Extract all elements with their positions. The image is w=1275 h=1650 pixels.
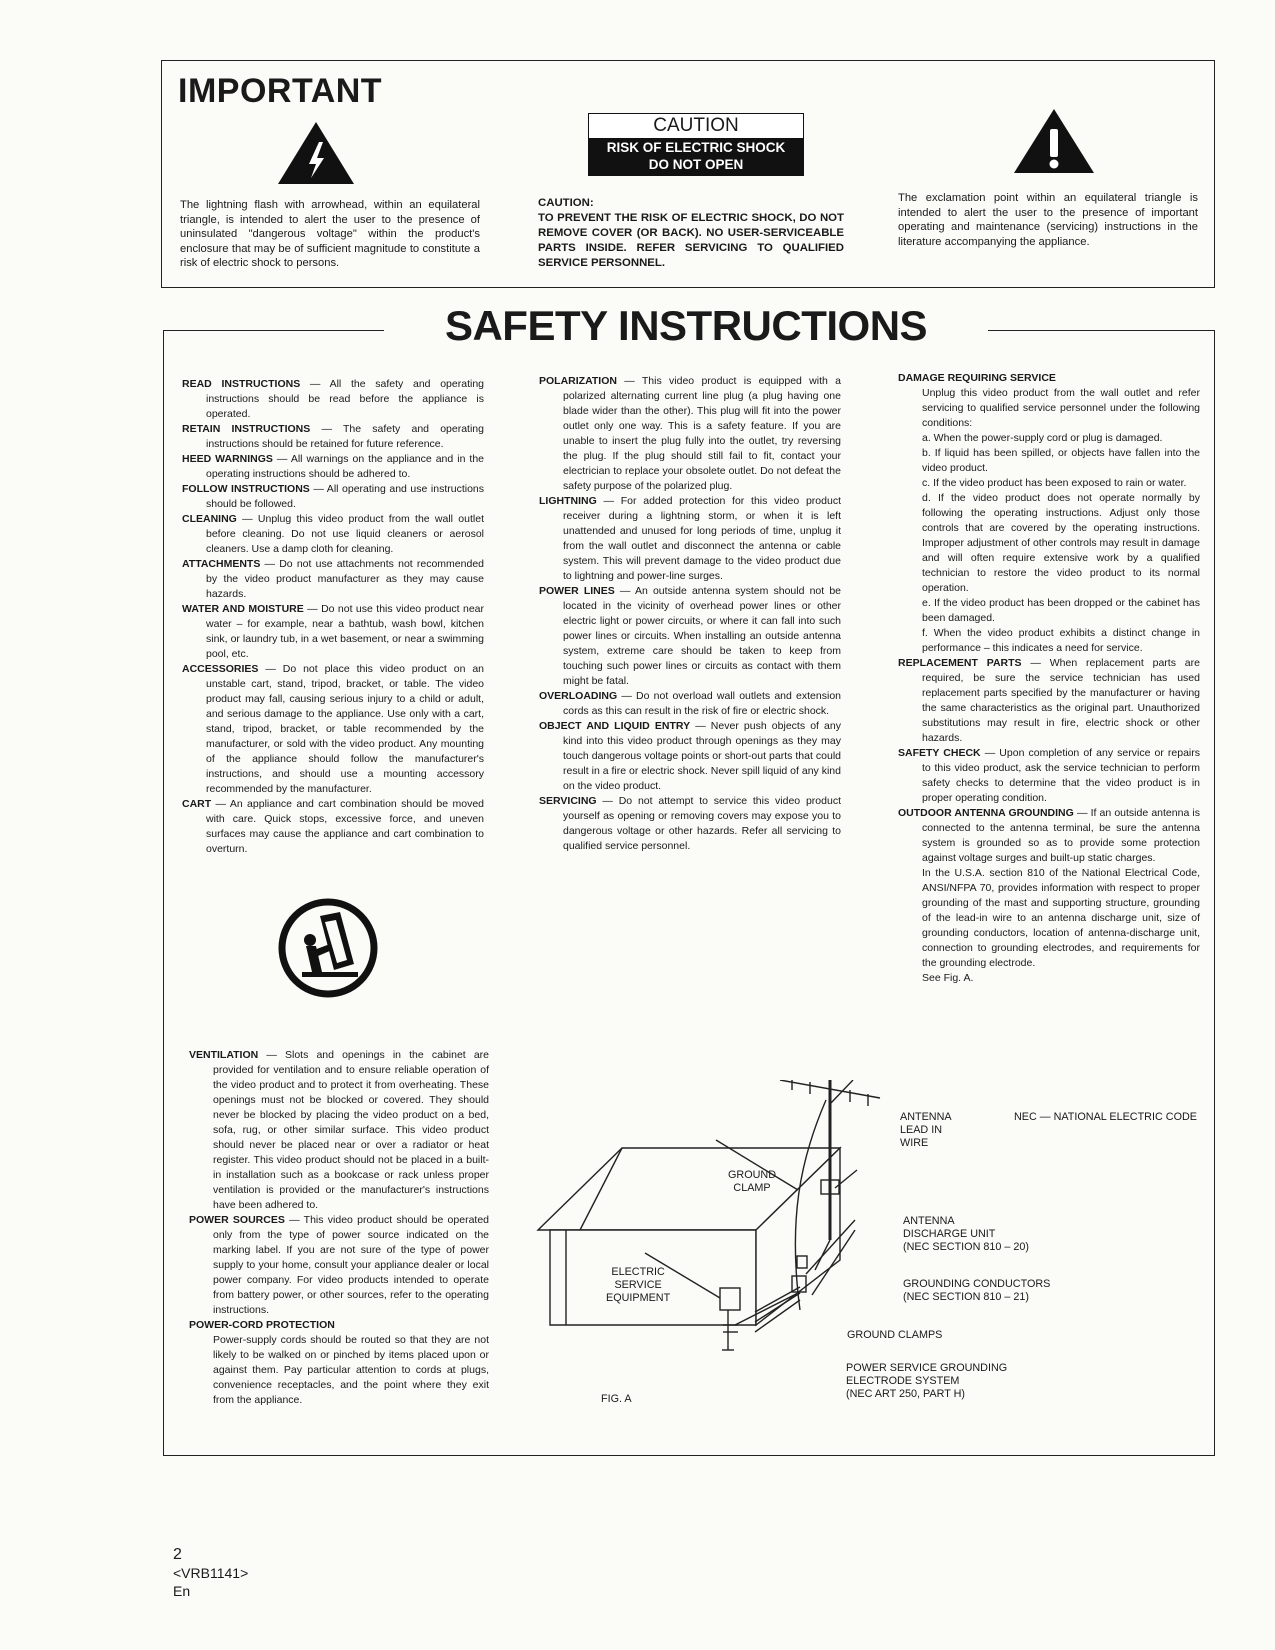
caution-label-line1: RISK OF ELECTRIC SHOCK xyxy=(606,140,786,155)
lightning-explanation: The lightning flash with arrowhead, within an equilateral triangle, is intended to alert the user to the presence of uninsulated "dangerous voltage" within the product's enclosure that may be of sufficient magnitude to constitute a risk of electric shock to persons. xyxy=(180,199,480,270)
caution-heading: CAUTION: xyxy=(538,197,594,209)
safety-item: FOLLOW INSTRUCTIONS — All operating and use instructions should be followed. xyxy=(182,483,485,510)
safety-item: CLEANING — Unplug this video product from the wall outlet before cleaning. Do not use liquid cleaners or aerosol cleaners. Use a damp cloth for cleaning. xyxy=(182,513,484,555)
safety-item: READ INSTRUCTIONS — All the safety and operating instructions should be read before the appliance is operated. xyxy=(182,378,484,420)
damage-condition: d. If the video product does not operate normally by following the operating instructions. Adjust only those controls that are covered by the operating instructions. Improper adjustment of other controls may result in damage and will often require extensive work by a qualified technician to restore the video product to its normal operation. xyxy=(922,492,1200,594)
safety-item: POWER LINES — An outside antenna system should not be located in the vicinity of overhead power lines or other electric light or power circuits, or where it can fall into such power lines or circuits. When installing an outside antenna system, extreme care should be taken to keep from touching such power lines or circuits as contact with them might be fatal. xyxy=(539,585,841,687)
safety-item: RETAIN INSTRUCTIONS — The safety and operating instructions should be retained for future reference. xyxy=(182,423,484,450)
safety-item: POLARIZATION — This video product is equipped with a polarized alternating current line plug (a plug having one blade wider than the other). This plug will fit into the power outlet only one way. This is a safety feature. If you are unable to insert the plug fully into the outlet, try reversing the plug. If the plug should still fail to fit, contact your electrician to replace your obsolete outlet. Do not defeat the safety purpose of the polarized plug. xyxy=(539,375,841,492)
label-power-service-grounding: POWER SERVICE GROUNDING ELECTRODE SYSTEM (NEC ART 250, PART H) xyxy=(846,1362,1008,1400)
exclamation-warning-icon xyxy=(1012,107,1096,175)
safety-item: CART — An appliance and cart combination should be moved with care. Quick stops, excessive force, and uneven surfaces may cause the appliance and cart combination to overturn. xyxy=(182,798,484,855)
label-ground-clamp: GROUND CLAMP xyxy=(728,1169,776,1194)
safety-item: OVERLOADING — Do not overload wall outlets and extension cords as this can result in the risk of fire or electric shock. xyxy=(539,690,841,717)
safety-item-body: Unplug this video product from the wall outlet and refer servicing to qualified service personnel under the following conditions: xyxy=(922,387,1200,429)
safety-item: ACCESSORIES — Do not place this video product on an unstable cart, stand, tripod, bracket, or table. The video product may fall, causing serious injury to a child or adult, and serious damage to the appliance. Use only with a cart, stand, tripod, bracket, or table recommended by the manufacturer, or sold with the video product. Any mounting of the appliance should follow the manufacturer's instructions, and should use a mounting accessory recommended by the manufacturer. xyxy=(182,663,484,795)
damage-condition: c. If the video product has been exposed to rain or water. xyxy=(922,477,1187,489)
label-grounding-conductors: GROUNDING CONDUCTORS (NEC SECTION 810 – 21) xyxy=(903,1278,1051,1303)
damage-condition: a. When the power-supply cord or plug is damaged. xyxy=(922,432,1163,444)
label-discharge-unit: ANTENNA DISCHARGE UNIT (NEC SECTION 810 – 20) xyxy=(903,1215,1030,1253)
label-ground-clamps: GROUND CLAMPS xyxy=(847,1329,943,1341)
page-footer xyxy=(173,1546,248,1600)
safety-column-1 xyxy=(182,377,484,857)
safety-title: SAFETY INSTRUCTIONS xyxy=(444,302,928,349)
safety-item: SERVICING — Do not attempt to service this video product yourself as opening or removing covers may expose you to dangerous voltage or other hazards. Refer all servicing to qualified service personnel. xyxy=(539,795,841,852)
safety-item: VENTILATION — Slots and openings in the cabinet are provided for ventilation and to ensure reliable operation of the video product and to protect it from overheating. These openings must not be blocked or covered. They should never be blocked by placing the video product on a bed, sofa, rug, or other similar surface. This video product should never be placed near or over a radiator or heat register. This video product should not be placed in a built-in installation such as a bookcase or rack unless proper ventilation is provided or the manufacturer's instructions have been adhered to. xyxy=(189,1049,489,1211)
label-electric-service: ELECTRIC SERVICE EQUIPMENT xyxy=(606,1266,671,1304)
safety-item: POWER SOURCES — This video product should be operated only from the type of power source indicated on the marking label. If you are not sure of the type of power supply to your home, consult your appliance dealer or local power company. For video products intended to operate from battery power, or other sources, refer to the operating instructions. xyxy=(189,1214,490,1316)
damage-condition: e. If the video product has been dropped or the cabinet has been damaged. xyxy=(922,597,1200,624)
safety-item: WATER AND MOISTURE — Do not use this video product near water – for example, near a bathtub, wash bowl, kitchen sink, or laundry tub, in a wet basement, or near a swimming pool, etc. xyxy=(182,603,485,660)
caution-text xyxy=(538,196,844,271)
caution-label-top: CAUTION xyxy=(589,114,803,138)
safety-column-2 xyxy=(539,374,841,854)
see-figure-note: See Fig. A. xyxy=(922,972,974,984)
safety-item: HEED WARNINGS — All warnings on the appliance and in the operating instructions should be adhered to. xyxy=(182,453,484,480)
safety-item: OBJECT AND LIQUID ENTRY — Never push objects of any kind into this video product through openings as they may touch dangerous voltage points or short-out parts that could result in a fire or electric shock. Never spill liquid of any kind on the video product. xyxy=(539,720,841,792)
safety-column-1-bottom xyxy=(189,1048,489,1408)
figure-caption: FIG. A xyxy=(601,1393,632,1405)
cart-tipover-warning-icon xyxy=(278,898,378,998)
language-code: En xyxy=(173,1583,191,1599)
safety-item: REPLACEMENT PARTS — When replacement parts are required, be sure the service technician has used replacement parts specified by the manufacturer or having the same characteristics as the original part. Unauthorized substitutions may result in fire, electric shock or other hazards. xyxy=(898,657,1200,744)
important-title: IMPORTANT xyxy=(178,72,383,110)
exclamation-explanation: The exclamation point within an equilateral triangle is intended to alert the user to the presence of important operating and maintenance (servicing) instructions in the literature accompanying the appliance. xyxy=(898,192,1198,248)
safety-item: ATTACHMENTS — Do not use attachments not recommended by the video product manufacturer as they may cause hazards. xyxy=(182,558,484,600)
safety-item: Power-supply cords should be routed so that they are not likely to be walked on or pinched by items placed upon or against them. Pay particular attention to cords at plugs, convenience receptacles, and the point where they exit from the appliance. xyxy=(213,1334,489,1406)
caution-label xyxy=(588,113,804,176)
lightning-warning-icon xyxy=(276,120,356,186)
damage-condition: b. If liquid has been spilled, or objects have fallen into the video product. xyxy=(922,447,1200,474)
damage-condition: f. When the video product exhibits a distinct change in performance – this indicates a need for service. xyxy=(922,627,1200,654)
safety-column-3 xyxy=(898,371,1200,986)
safety-item: SAFETY CHECK — Upon completion of any service or repairs to this video product, ask the service technician to perform safety checks to determine that the video product is in proper operating condition. xyxy=(898,747,1201,804)
caution-label-line2: DO NOT OPEN xyxy=(648,157,744,172)
safety-item: POWER-CORD PROTECTION xyxy=(189,1319,335,1331)
page-number: 2 xyxy=(173,1546,182,1563)
safety-item: OUTDOOR ANTENNA GROUNDING — If an outside antenna is connected to the antenna terminal, be sure the antenna system is grounded so as to provide some protection against voltage surges and built-up static charges. xyxy=(898,807,1200,864)
safety-item: DAMAGE REQUIRING SERVICE xyxy=(898,372,1056,384)
label-antenna-lead: ANTENNA LEAD IN WIRE xyxy=(900,1111,952,1149)
label-nec: NEC — NATIONAL ELECTRIC CODE xyxy=(1014,1111,1197,1123)
antenna-grounding-diagram xyxy=(530,1080,890,1380)
safety-item-body: In the U.S.A. section 810 of the National Electrical Code, ANSI/NFPA 70, provides information with respect to proper grounding of the mast and supporting structure, grounding of the lead-in wire to an antenna discharge unit, size of grounding conductors, location of antenna-discharge unit, connection to grounding electrodes, and requirements for the grounding electrode. xyxy=(922,867,1200,969)
safety-item: LIGHTNING — For added protection for this video product receiver during a lightning storm, or when it is left unattended and unused for long periods of time, unplug it from the wall outlet and disconnect the antenna or cable system. This will prevent damage to the video product due to lightning and power-line surges. xyxy=(539,495,841,582)
document-code: <VRB1141> xyxy=(173,1565,249,1581)
caution-body: TO PREVENT THE RISK OF ELECTRIC SHOCK, DO NOT REMOVE COVER (OR BACK). NO USER-SERVICEABLE PARTS INSIDE. REFER SERVICING TO QUALIFIED SERVICE PERSONNEL. xyxy=(538,212,844,269)
